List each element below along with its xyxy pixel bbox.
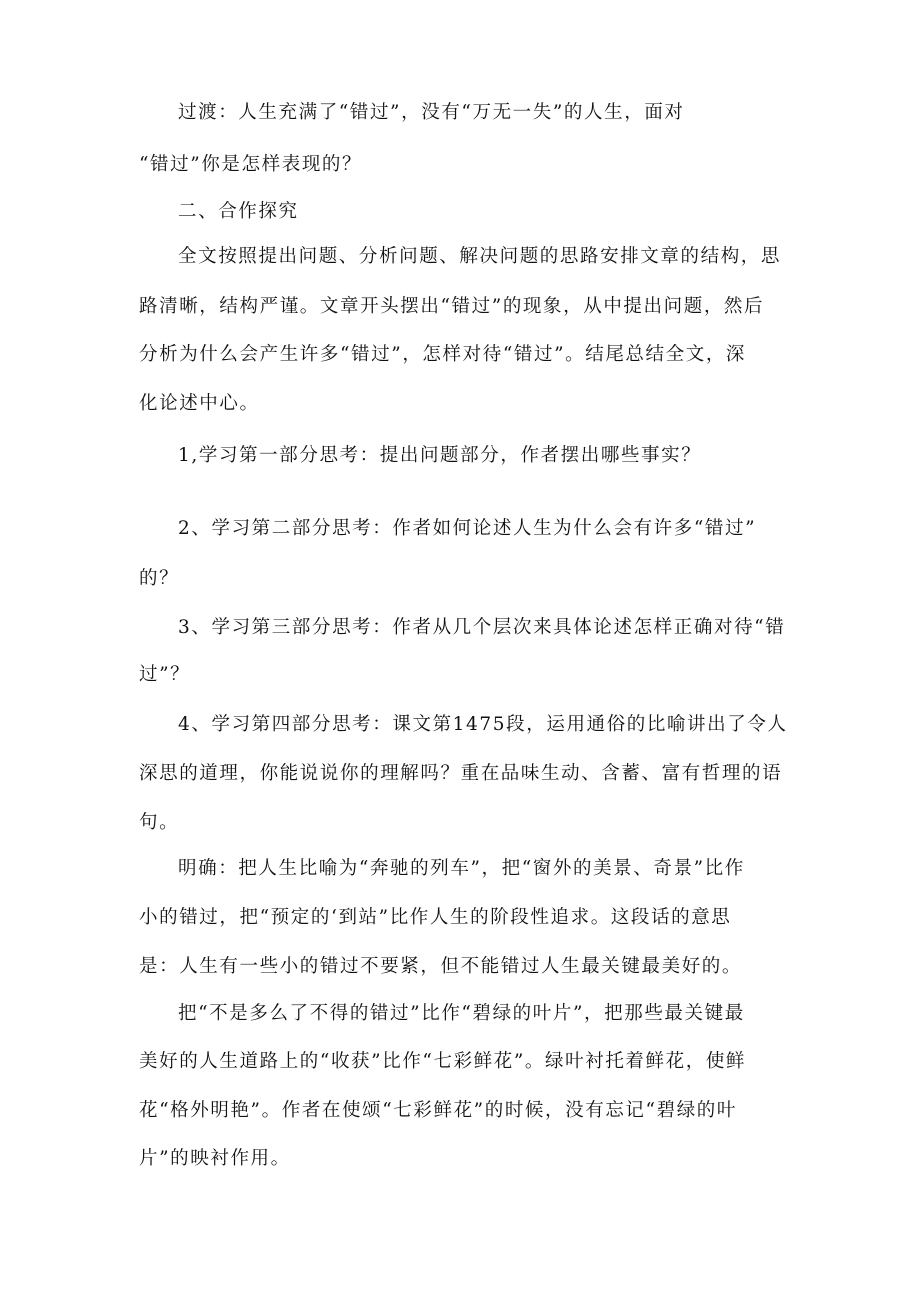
question-3: 3、学习第三部分思考：作者从几个层次来具体论述怎样正确对待“错 — [178, 617, 786, 638]
paragraph-line: 路清晰，结构严谨。文章开头摆出“错过”的现象，从中提出问题，然后 — [139, 296, 765, 317]
answer-line: 小的错过，把“预定的‘到站”比作人生的阶段性追求。这段话的意思 — [139, 907, 732, 928]
answer-line: 明确：把人生比喻为“奔驰的列车”，把“窗外的美景、奇景”比作 — [178, 858, 745, 879]
answer-line: 是：人生有一些小的错过不要紧，但不能错过人生最关键最美好的。 — [139, 956, 743, 977]
question-2-continued: 的？ — [139, 568, 180, 589]
analysis-line: 花“格外明艳”。作者在使颂“七彩鲜花”的时候，没有忘记“碧绿的叶 — [139, 1100, 737, 1121]
analysis-line: 把“不是多么了不得的错过”比作“碧绿的叶片”，把那些最关键最 — [178, 1003, 745, 1024]
paragraph-line: 分析为什么会产生许多“错过”，怎样对待“错过”。结尾总结全文，深 — [139, 344, 747, 365]
question-4: 4、学习第四部分思考：课文第1475段，运用通俗的比喻讲出了令人 — [178, 714, 788, 735]
analysis-line: 美好的人生道路上的“收获”比作“七彩鲜花”。绿叶衬托着鲜花，使鲜 — [139, 1051, 747, 1072]
paragraph-line: 化论述中心。 — [139, 393, 260, 414]
paragraph-line: 全文按照提出问题、分析问题、解决问题的思路安排文章的结构，思 — [178, 246, 782, 267]
transition-line-1: 过渡：人生充满了“错过”，没有“万无一失”的人生，面对 — [178, 102, 685, 123]
question-2: 2、学习第二部分思考：作者如何论述人生为什么会有许多“错过” — [178, 518, 757, 539]
question-4-continued: 句。 — [139, 812, 180, 833]
question-3-continued: 过”？ — [139, 664, 191, 685]
analysis-line: 片”的映衬作用。 — [139, 1148, 291, 1169]
transition-line-2: “错过”你是怎样表现的？ — [139, 154, 363, 175]
question-4-continued: 深思的道理，你能说说你的理解吗？重在品味生动、含蓄、富有哲理的语 — [139, 763, 783, 784]
question-1: 1,学习第一部分思考：提出问题部分，作者摆出哪些事实？ — [178, 445, 702, 466]
section-heading: 二、合作探究 — [178, 201, 299, 222]
